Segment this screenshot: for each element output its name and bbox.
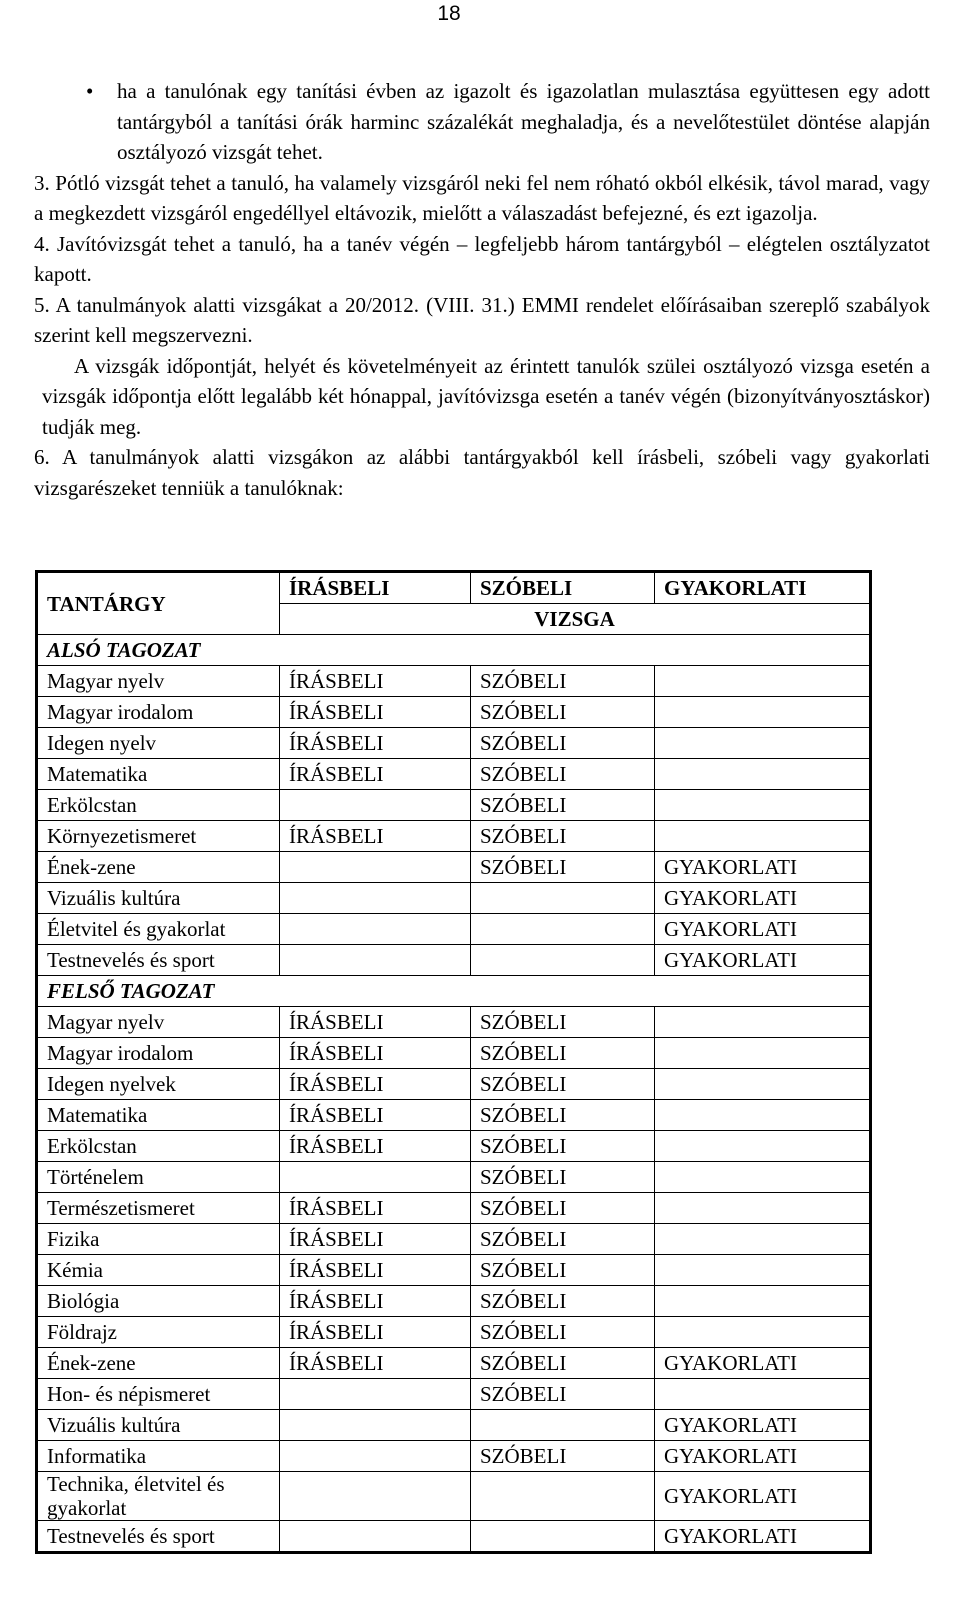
oral-cell: SZÓBELI [471,1348,655,1379]
subject-cell: Idegen nyelvek [37,1069,280,1100]
table-row [37,1317,871,1348]
written-cell: ÍRÁSBELI [280,821,471,852]
table-row [37,883,871,914]
table-row [37,945,871,976]
item-number: 5. [34,292,50,317]
subject-cell: Történelem [37,1162,280,1193]
item-number: 6. [34,445,50,469]
practical-cell: GYAKORLATI [655,1441,871,1472]
oral-cell [471,1472,655,1521]
written-cell: ÍRÁSBELI [280,1100,471,1131]
oral-cell: SZÓBELI [471,1162,655,1193]
table-row [37,1069,871,1100]
table-row [37,852,871,883]
table-row [37,1521,871,1553]
oral-cell [471,914,655,945]
subject-cell: Idegen nyelv [37,728,280,759]
written-cell [280,914,471,945]
table-row [37,1007,871,1038]
subject-cell: Környezetismeret [37,821,280,852]
oral-cell: SZÓBELI [471,1038,655,1069]
oral-cell: SZÓBELI [471,821,655,852]
written-cell: ÍRÁSBELI [280,1255,471,1286]
item-text: Javítóvizsgát tehet a tanuló, ha a tanév végén – legfeljebb három tantárgyból – elégtelen osztályzatot kapott. [34,231,930,286]
list-item-3 [34,168,930,229]
subject-cell: Testnevelés és sport [37,1521,280,1553]
subject-cell: Magyar irodalom [37,1038,280,1069]
practical-cell: GYAKORLATI [655,1472,871,1521]
oral-cell: SZÓBELI [471,790,655,821]
subject-cell: Technika, életvitel és gyakorlat [37,1472,280,1521]
written-cell [280,883,471,914]
item-text: Pótló vizsgát tehet a tanuló, ha valamely vizsgáról neki fel nem róható okból elkésik, távol marad, vagy a megkezdett vizsgáról engedéllyel eltávozik, mielőtt a válaszadást befejezné, és ezt igazolja. [34,170,931,225]
written-cell [280,1410,471,1441]
written-cell: ÍRÁSBELI [280,759,471,790]
table-row [37,728,871,759]
oral-cell: SZÓBELI [471,1441,655,1472]
written-cell: ÍRÁSBELI [280,1286,471,1317]
rules-text [34,76,931,503]
table-row [37,1441,871,1472]
table-row [37,1224,871,1255]
item-number: 4. [34,231,50,256]
oral-cell [471,1410,655,1441]
table-row [37,1162,871,1193]
bullet-dot-icon: • [86,79,94,103]
table-row [37,1193,871,1224]
oral-cell: SZÓBELI [471,1007,655,1038]
table-row [37,666,871,697]
oral-cell: SZÓBELI [471,1224,655,1255]
practical-cell [655,697,871,728]
oral-cell: SZÓBELI [471,728,655,759]
table-row [37,1286,871,1317]
list-item-4 [34,229,930,290]
table-row [37,1410,871,1441]
written-cell [280,945,471,976]
subject-cell: Földrajz [37,1317,280,1348]
table-row [37,914,871,945]
practical-cell [655,1224,871,1255]
subject-cell: Erkölcstan [37,790,280,821]
oral-cell: SZÓBELI [471,1193,655,1224]
written-cell [280,1521,471,1553]
subject-cell: Kémia [37,1255,280,1286]
subject-cell: Magyar nyelv [37,1007,280,1038]
written-cell: ÍRÁSBELI [280,1038,471,1069]
oral-cell: SZÓBELI [471,1317,655,1348]
practical-cell [655,1007,871,1038]
subject-cell: Testnevelés és sport [37,945,280,976]
exam-table [35,570,872,1554]
practical-cell [655,1038,871,1069]
written-cell [280,1472,471,1521]
bullet-text: ha a tanulónak egy tanítási évben az igazolt és igazolatlan mulasztása együttesen egy adott tantárgyból a tanítási órák harminc százalékát meghaladja, és a nevelőtestület döntése alapján osztályozó vizsgát tehet. [117,79,930,164]
practical-cell: GYAKORLATI [655,1521,871,1553]
subject-cell: Ének-zene [37,852,280,883]
header-practical: GYAKORLATI [655,572,871,604]
oral-cell: SZÓBELI [471,852,655,883]
table-row [37,1472,871,1521]
practical-cell: GYAKORLATI [655,945,871,976]
table-header-row [37,572,871,604]
oral-cell: SZÓBELI [471,1069,655,1100]
practical-cell [655,759,871,790]
written-cell [280,790,471,821]
subject-cell: Matematika [37,1100,280,1131]
oral-cell: SZÓBELI [471,759,655,790]
lower-section-label: ALSÓ TAGOZAT [37,635,871,666]
practical-cell: GYAKORLATI [655,1348,871,1379]
oral-cell [471,945,655,976]
practical-cell [655,790,871,821]
practical-cell: GYAKORLATI [655,1410,871,1441]
oral-cell [471,1521,655,1553]
practical-cell [655,1162,871,1193]
table-row [37,759,871,790]
practical-cell: GYAKORLATI [655,883,871,914]
practical-cell [655,1193,871,1224]
written-cell: ÍRÁSBELI [280,1317,471,1348]
oral-cell: SZÓBELI [471,1379,655,1410]
written-cell [280,852,471,883]
practical-cell [655,1100,871,1131]
practical-cell: GYAKORLATI [655,852,871,883]
written-cell: ÍRÁSBELI [280,1007,471,1038]
table-row [37,1379,871,1410]
table-row [37,1038,871,1069]
written-cell [280,1379,471,1410]
subject-cell: Természetismeret [37,1193,280,1224]
table-row [37,1255,871,1286]
oral-cell: SZÓBELI [471,1255,655,1286]
table-row [37,697,871,728]
practical-cell [655,1379,871,1410]
practical-cell [655,1131,871,1162]
practical-cell [655,728,871,759]
written-cell: ÍRÁSBELI [280,1193,471,1224]
subject-cell: Életvitel és gyakorlat [37,914,280,945]
practical-cell [655,1317,871,1348]
item-text: A tanulmányok alatti vizsgákat a 20/2012. (VIII. 31.) EMMI rendelet előírásaiban szereplő szabályok szerint kell megszervezni. [34,292,931,347]
header-subject: TANTÁRGY [37,572,280,635]
item-text: A tanulmányok alatti vizsgákon az alábbi tantárgyakból kell írásbeli, szóbeli vagy gyakorlati vizsgarészeket tenniük a tanulóknak: [34,445,930,500]
subject-cell: Erkölcstan [37,1131,280,1162]
header-oral: SZÓBELI [471,572,655,604]
table-row [37,1100,871,1131]
practical-cell [655,666,871,697]
written-cell [280,1162,471,1193]
subject-cell: Vizuális kultúra [37,1410,280,1441]
subject-cell: Vizuális kultúra [37,883,280,914]
header-written: ÍRÁSBELI [280,572,471,604]
list-item-5 [34,290,930,351]
written-cell: ÍRÁSBELI [280,666,471,697]
subject-cell: Biológia [37,1286,280,1317]
upper-section-label: FELSŐ TAGOZAT [37,976,871,1007]
bullet-item [42,76,930,168]
oral-cell: SZÓBELI [471,1131,655,1162]
oral-cell: SZÓBELI [471,1286,655,1317]
upper-section-row [37,976,871,1007]
written-cell [280,1441,471,1472]
subject-cell: Fizika [37,1224,280,1255]
written-cell: ÍRÁSBELI [280,1131,471,1162]
list-item-6 [34,442,930,503]
page-number: 18 [437,2,461,25]
table-row [37,821,871,852]
written-cell: ÍRÁSBELI [280,697,471,728]
practical-cell [655,1255,871,1286]
written-cell: ÍRÁSBELI [280,728,471,759]
practical-cell: GYAKORLATI [655,914,871,945]
oral-cell [471,883,655,914]
oral-cell: SZÓBELI [471,666,655,697]
practical-cell [655,1286,871,1317]
subject-cell: Ének-zene [37,1348,280,1379]
written-cell: ÍRÁSBELI [280,1224,471,1255]
written-cell: ÍRÁSBELI [280,1348,471,1379]
subject-cell: Informatika [37,1441,280,1472]
table-row [37,1348,871,1379]
oral-cell: SZÓBELI [471,1100,655,1131]
subject-cell: Hon- és népismeret [37,1379,280,1410]
item-5-paragraph: A vizsgák időpontját, helyét és követelményeit az érintett tanulók szülei osztályozó vizsga esetén a vizsgák időpontja előtt legalább két hónappal, javítóvizsga esetén a tanév végén (bizonyítványosztáskor) tudják meg. [42,353,930,439]
practical-cell [655,821,871,852]
oral-cell: SZÓBELI [471,697,655,728]
written-cell: ÍRÁSBELI [280,1069,471,1100]
item-number: 3. [34,170,50,195]
subject-cell: Matematika [37,759,280,790]
table-row [37,790,871,821]
practical-cell [655,1069,871,1100]
lower-section-row [37,635,871,666]
header-exam: VIZSGA [280,604,871,635]
subject-cell: Magyar irodalom [37,697,280,728]
subject-cell: Magyar nyelv [37,666,280,697]
table-row [37,1131,871,1162]
